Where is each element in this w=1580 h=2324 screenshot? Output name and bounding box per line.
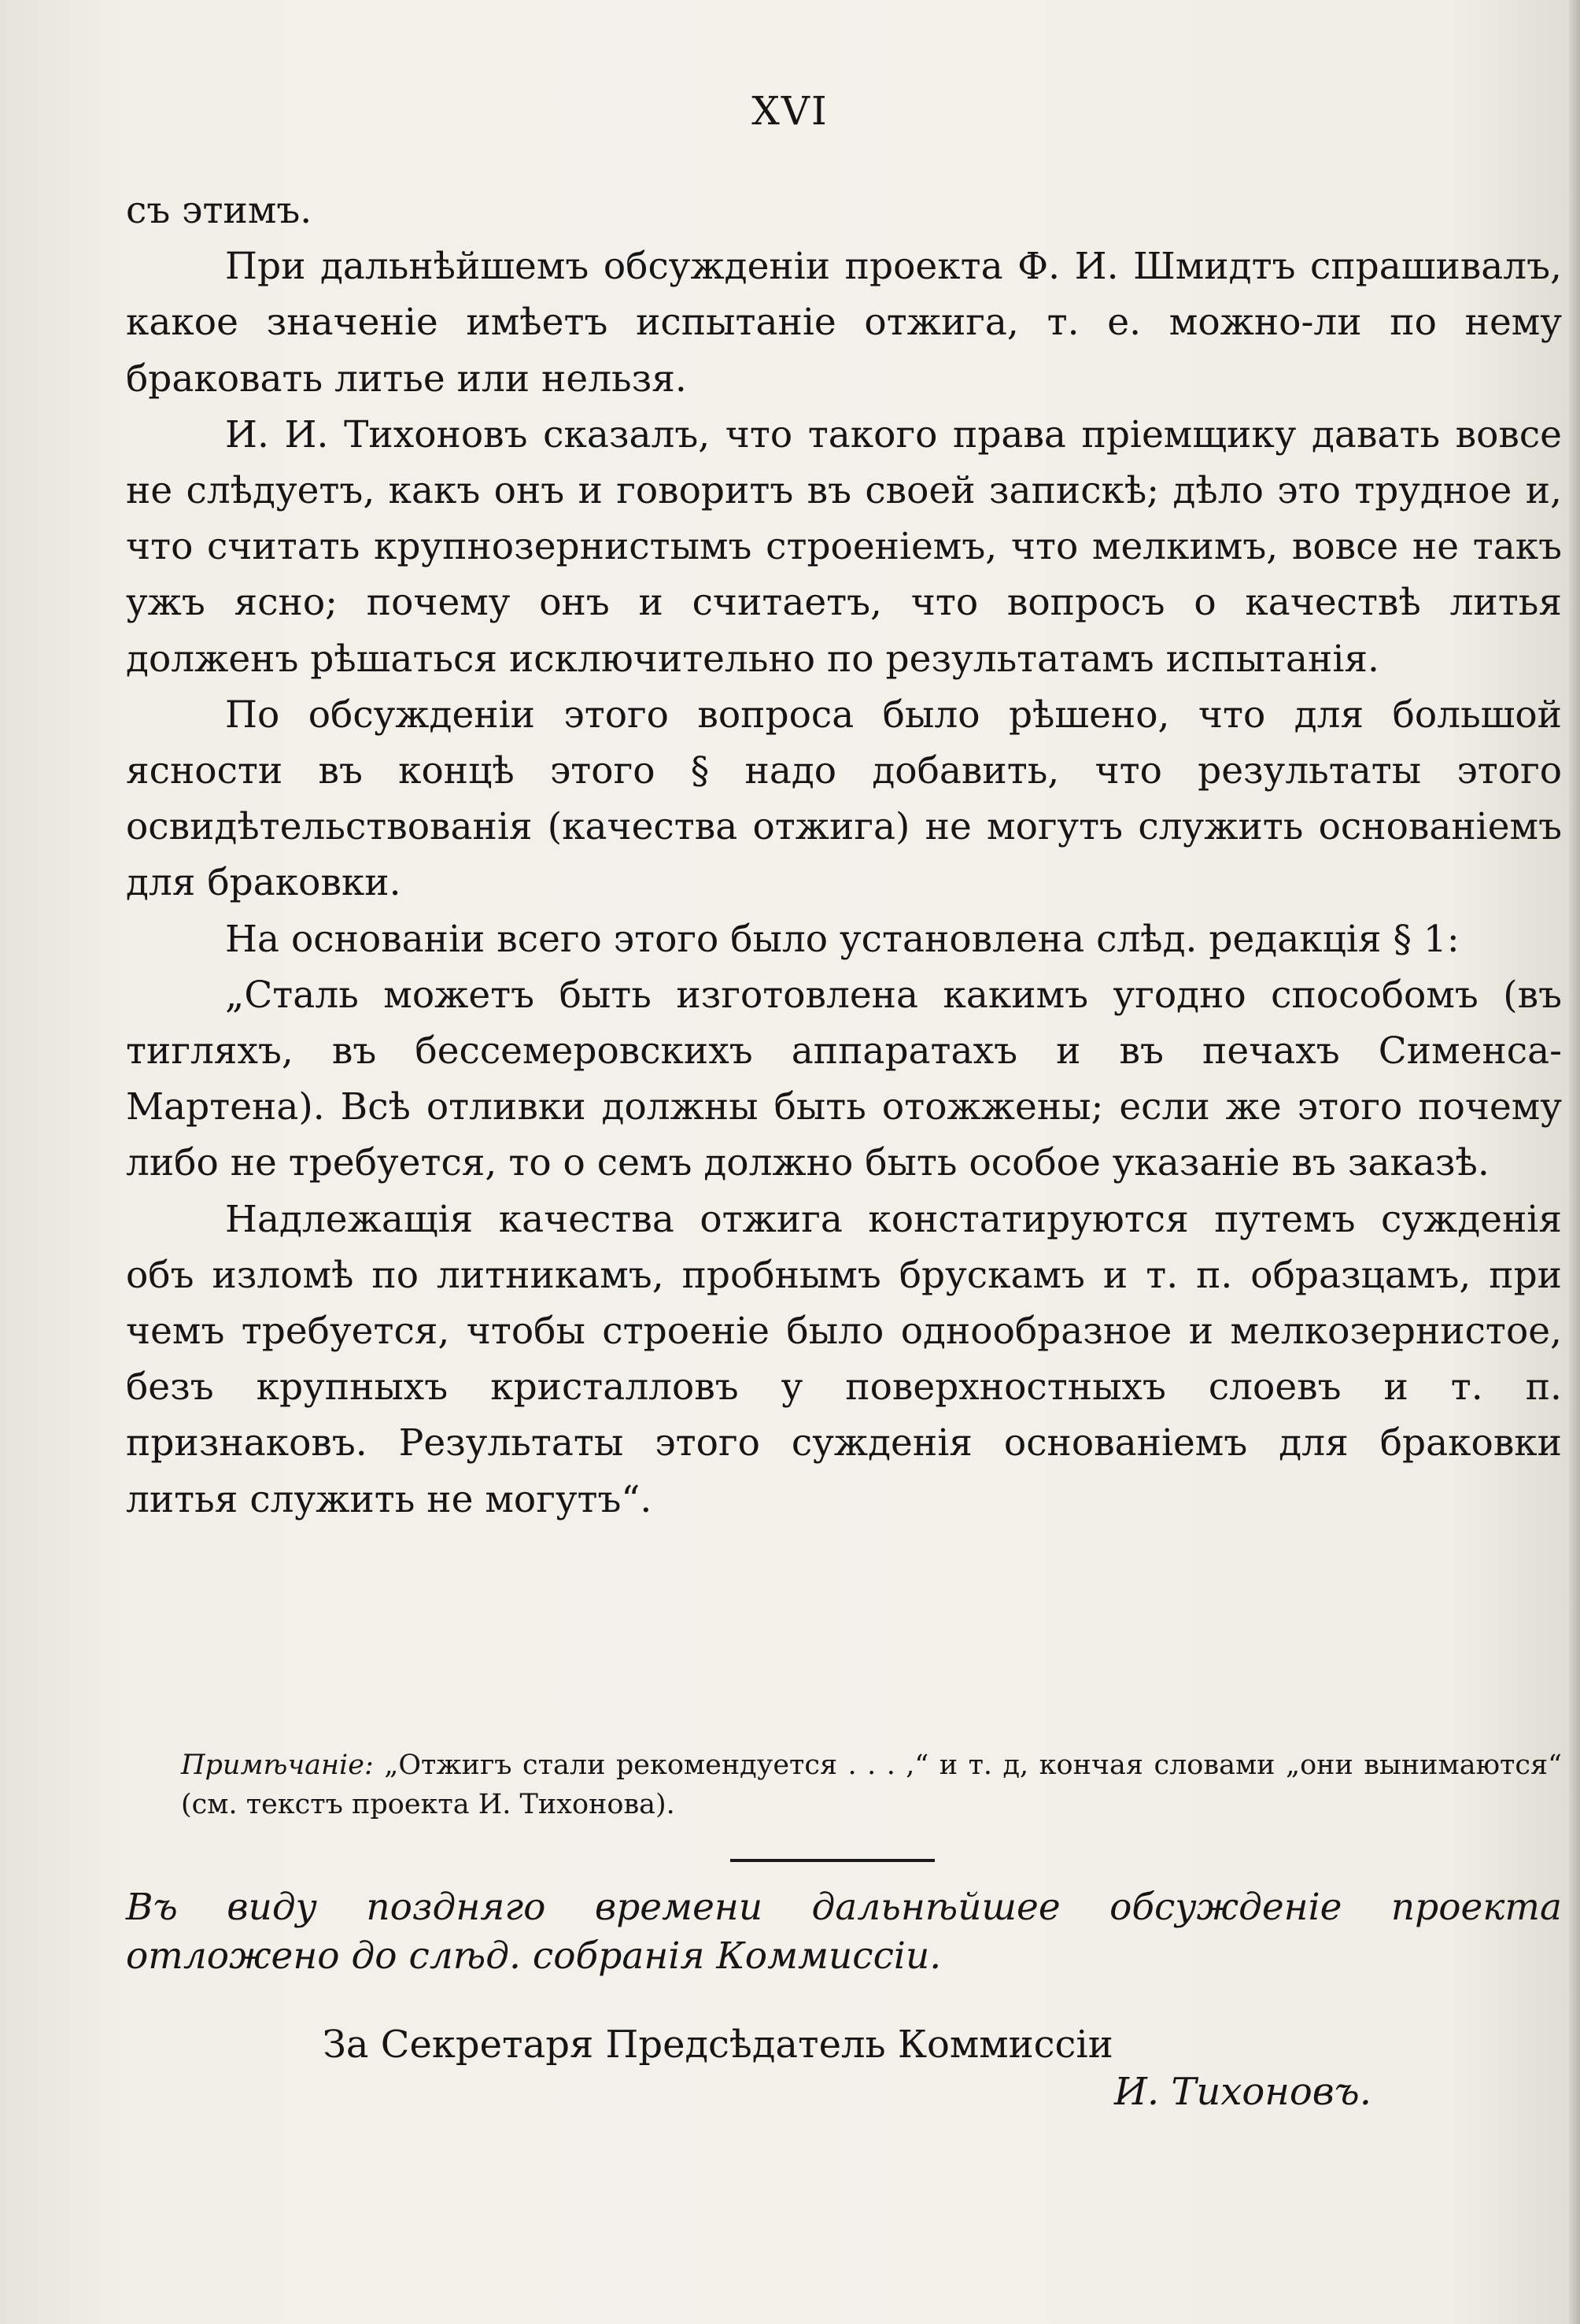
note-label: Примѣчаніе: (181, 1749, 374, 1781)
note-text: „Отжигъ стали рекомендуется . . . ,“ и т. д, кончая словами „они вынимаются“ (см. текстъ проекта И. Тихонова). (181, 1749, 1562, 1820)
divider-line (730, 1859, 935, 1862)
page-number: XVI (751, 88, 829, 134)
paragraph-5: На основаніи всего этого было установлена слѣд. редакція § 1: (225, 917, 1460, 961)
paragraph-2: При дальнѣйшемъ обсужденіи проекта Ф. И. Шмидтъ спрашивалъ, какое значеніе имѣетъ испытаніе отжига, т. е. можно-ли по нему браковать литье или нельзя. (126, 245, 1562, 401)
main-text (126, 183, 1562, 1528)
closing-text: Въ виду поздняго времени дальнѣйшее обсужденіе проекта отложено до слѣд. собранія Коммиссіи. (126, 1886, 1562, 1978)
closing-statement (126, 1883, 1562, 1981)
paragraph-1: съ этимъ. (126, 189, 312, 232)
paragraph-4: По обсужденіи этого вопроса было рѣшено, что для большой ясности въ концѣ этого § надо добавить, что результаты этого освидѣтельствованія (качества отжига) не могутъ служить основаніемъ для браковки. (126, 693, 1562, 905)
footnote (181, 1746, 1562, 1824)
paragraph-3: И. И. Тихоновъ сказалъ, что такого права пріемщику давать вовсе не слѣдуетъ, какъ онъ и говоритъ въ своей запискѣ; дѣло это трудное и, что считать крупнозернистымъ строеніемъ, что мелкимъ, вовсе не такъ ужъ ясно; почему онъ и считаетъ, что вопросъ о качествѣ литья долженъ рѣшаться исключительно по результатамъ испытанія. (126, 412, 1562, 681)
paragraph-6: „Сталь можетъ быть изготовлена какимъ угодно способомъ (въ тигляхъ, въ бессемеровскихъ аппаратахъ и въ печахъ Сименса-Мартена). Всѣ отливки должны быть отожжены; если же этого почему либо не требуется, то о семъ должно быть особое указаніе въ заказѣ. (126, 973, 1562, 1185)
page-edge-shadow (1569, 0, 1580, 2324)
paragraph-7: Надлежащія качества отжига констатируются путемъ сужденія объ изломѣ по литникамъ, пробнымъ брускамъ и т. п. образцамъ, при чемъ требуется, чтобы строеніе было однообразное и мелкозернистое, безъ крупныхъ кристалловъ у поверхностныхъ слоевъ и т. п. признаковъ. Результаты этого сужденія основаніемъ для браковки литья служить не могутъ“. (126, 1197, 1562, 1521)
signature-line: За Секретаря Предсѣдатель Коммиссіи (323, 2023, 1113, 2067)
signature-name: И. Тихоновъ. (1114, 2070, 1371, 2114)
